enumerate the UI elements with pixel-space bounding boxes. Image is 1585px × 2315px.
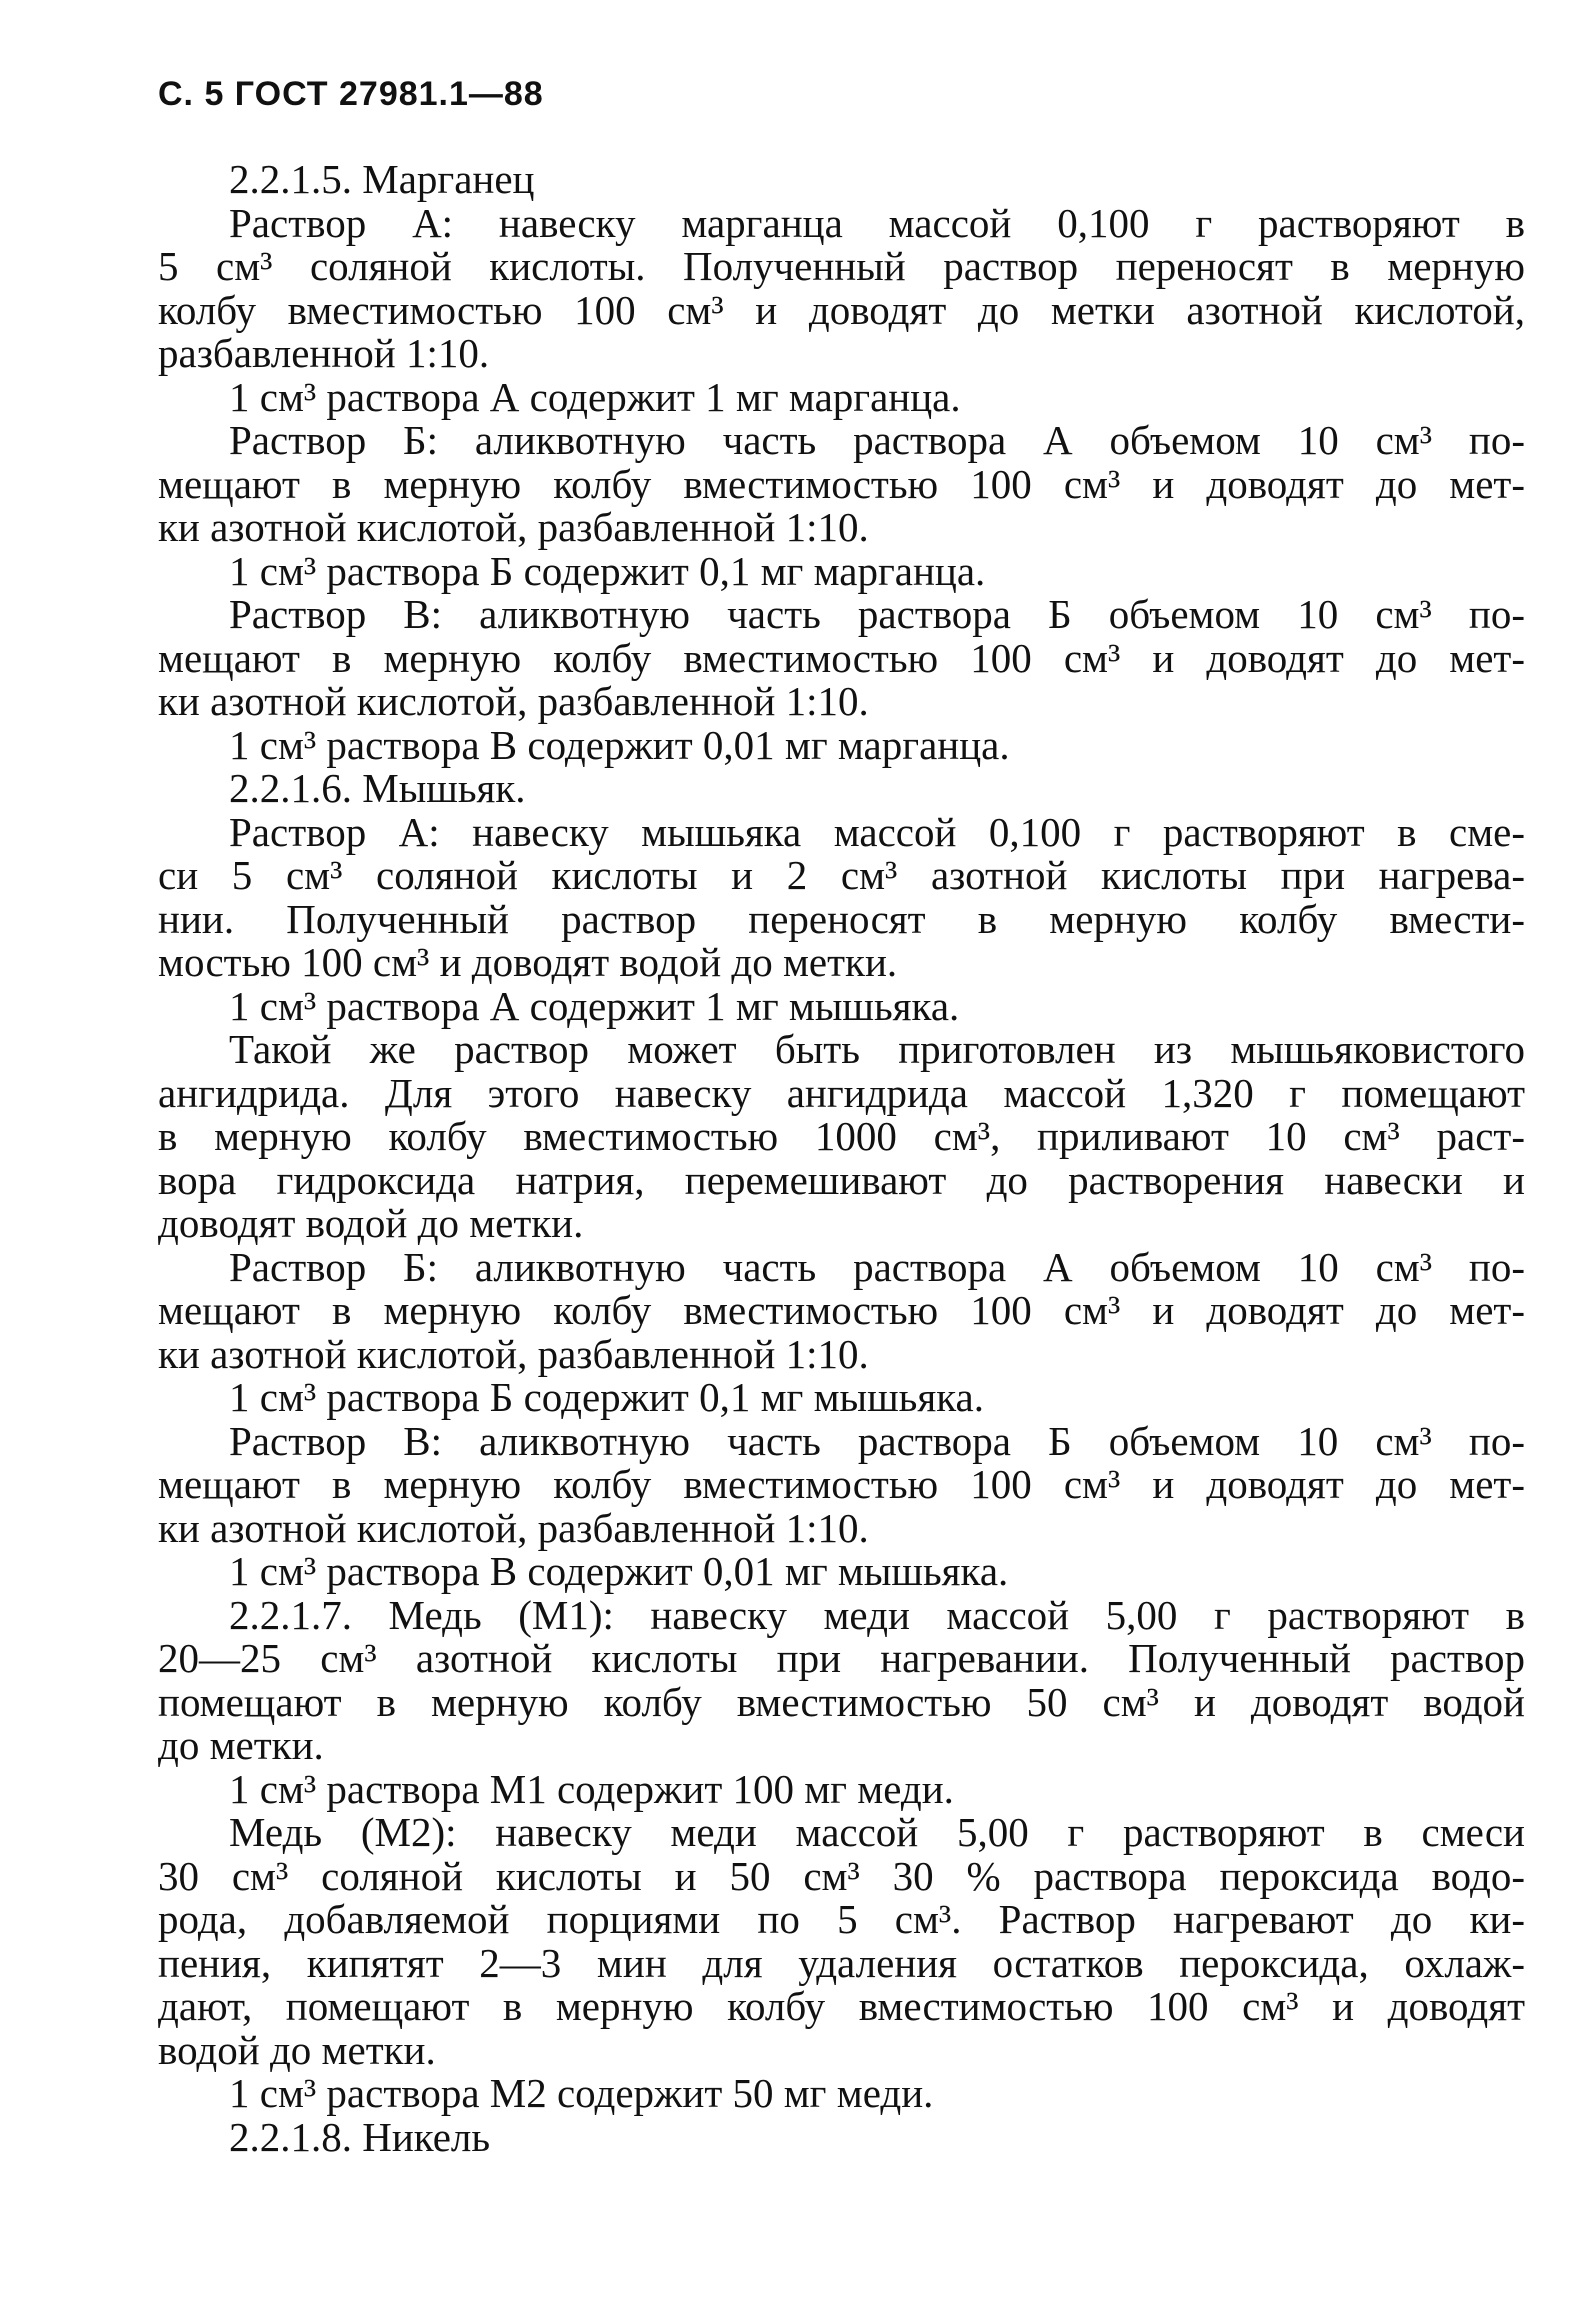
- text-line: ки азотной кислотой, разбавленной 1:10.: [158, 678, 869, 724]
- text-line: до метки.: [158, 1722, 324, 1768]
- text-line: 2.2.1.8. Никель: [229, 2113, 491, 2160]
- document-body: [158, 158, 1525, 2159]
- text-line: 2.2.1.6. Мышьяк.: [229, 765, 526, 811]
- text-line: помещают в мерную колбу вместимостью 50 см³ и доводят водой: [158, 1678, 1525, 1725]
- text-line: мещают в мерную колбу вместимостью 100 см³ и доводят до мет-: [158, 1287, 1525, 1333]
- text-line: Раствор Б: аликвотную часть раствора А объемом 10 см³ по-: [229, 417, 1525, 463]
- text-line: 2.2.1.5. Марганец: [229, 156, 535, 202]
- text-line: ки азотной кислотой, разбавленной 1:10.: [158, 1504, 869, 1551]
- text-line: 1 см³ раствора А содержит 1 мг марганца.: [229, 373, 961, 420]
- page-header: С. 5 ГОСТ 27981.1—88: [158, 75, 544, 113]
- text-line: мещают в мерную колбу вместимостью 100 см³ и доводят до мет-: [158, 1461, 1525, 1507]
- text-line: Раствор А: навеску мышьяка массой 0,100 г растворяют в сме-: [229, 808, 1525, 855]
- text-line: водой до метки.: [158, 2026, 436, 2073]
- text-line: Раствор В: аликвотную часть раствора Б объемом 10 см³ по-: [229, 1417, 1525, 1464]
- text-line: доводят водой до метки.: [158, 1200, 584, 1246]
- text-line: рода, добавляемой порциями по 5 см³. Раствор нагревают до ки-: [158, 1896, 1525, 1942]
- text-line: Раствор В: аликвотную часть раствора Б объемом 10 см³ по-: [229, 591, 1525, 637]
- text-line: 1 см³ раствора М1 содержит 100 мг меди.: [229, 1765, 954, 1812]
- text-line: ки азотной кислотой, разбавленной 1:10.: [158, 1330, 869, 1377]
- text-line: ангидрида. Для этого навеску ангидрида массой 1,320 г помещают: [158, 1069, 1525, 1116]
- text-line: си 5 см³ соляной кислоты и 2 см³ азотной кислоты при нагрева-: [158, 852, 1525, 898]
- text-line: пения, кипятят 2—3 мин для удаления остатков пероксида, охлаж-: [158, 1939, 1525, 1986]
- text-line: нии. Полученный раствор переносят в мерную колбу вмести-: [158, 895, 1525, 942]
- text-line: в мерную колбу вместимостью 1000 см³, приливают 10 см³ раст-: [158, 1113, 1525, 1159]
- text-line: Раствор Б: аликвотную часть раствора А объемом 10 см³ по-: [229, 1243, 1525, 1290]
- text-line: мещают в мерную колбу вместимостью 100 см³ и доводят до мет-: [158, 460, 1525, 507]
- text-line: дают, помещают в мерную колбу вместимостью 100 см³ и доводят: [158, 1983, 1525, 2029]
- text-line: 1 см³ раствора М2 содержит 50 мг меди.: [229, 2070, 934, 2116]
- text-line: 1 см³ раствора В содержит 0,01 мг марганца.: [229, 721, 1010, 768]
- text-line: Медь (М2): навеску меди массой 5,00 г растворяют в смеси: [229, 1809, 1525, 1855]
- text-line: ки азотной кислотой, разбавленной 1:10.: [158, 504, 869, 550]
- text-line: Такой же раствор может быть приготовлен из мышьяковистого: [229, 1026, 1525, 1072]
- text-line: разбавленной 1:10.: [158, 330, 490, 376]
- text-line: 1 см³ раствора Б содержит 0,1 мг марганца.: [229, 547, 986, 594]
- text-line: 1 см³ раствора А содержит 1 мг мышьяка.: [229, 982, 960, 1029]
- text-line: мещают в мерную колбу вместимостью 100 см³ и доводят до мет-: [158, 634, 1525, 681]
- text-line: 1 см³ раствора Б содержит 0,1 мг мышьяка.: [229, 1374, 984, 1420]
- text-line: 5 см³ соляной кислоты. Полученный раствор переносят в мерную: [158, 243, 1525, 289]
- text-line: 1 см³ раствора В содержит 0,01 мг мышьяка.: [229, 1548, 1009, 1594]
- text-line: мостью 100 см³ и доводят водой до метки.: [158, 939, 898, 985]
- text-line: 20—25 см³ азотной кислоты при нагревании. Полученный раствор: [158, 1635, 1525, 1681]
- text-line: 30 см³ соляной кислоты и 50 см³ 30 % раствора пероксида водо-: [158, 1852, 1525, 1899]
- text-line: колбу вместимостью 100 см³ и доводят до метки азотной кислотой,: [158, 286, 1525, 333]
- text-line: 2.2.1.7. Медь (М1): навеску меди массой 5,00 г растворяют в: [229, 1591, 1525, 1638]
- text-line: вора гидроксида натрия, перемешивают до растворения навески и: [158, 1156, 1525, 1203]
- text-line: Раствор А: навеску марганца массой 0,100 г растворяют в: [229, 199, 1525, 246]
